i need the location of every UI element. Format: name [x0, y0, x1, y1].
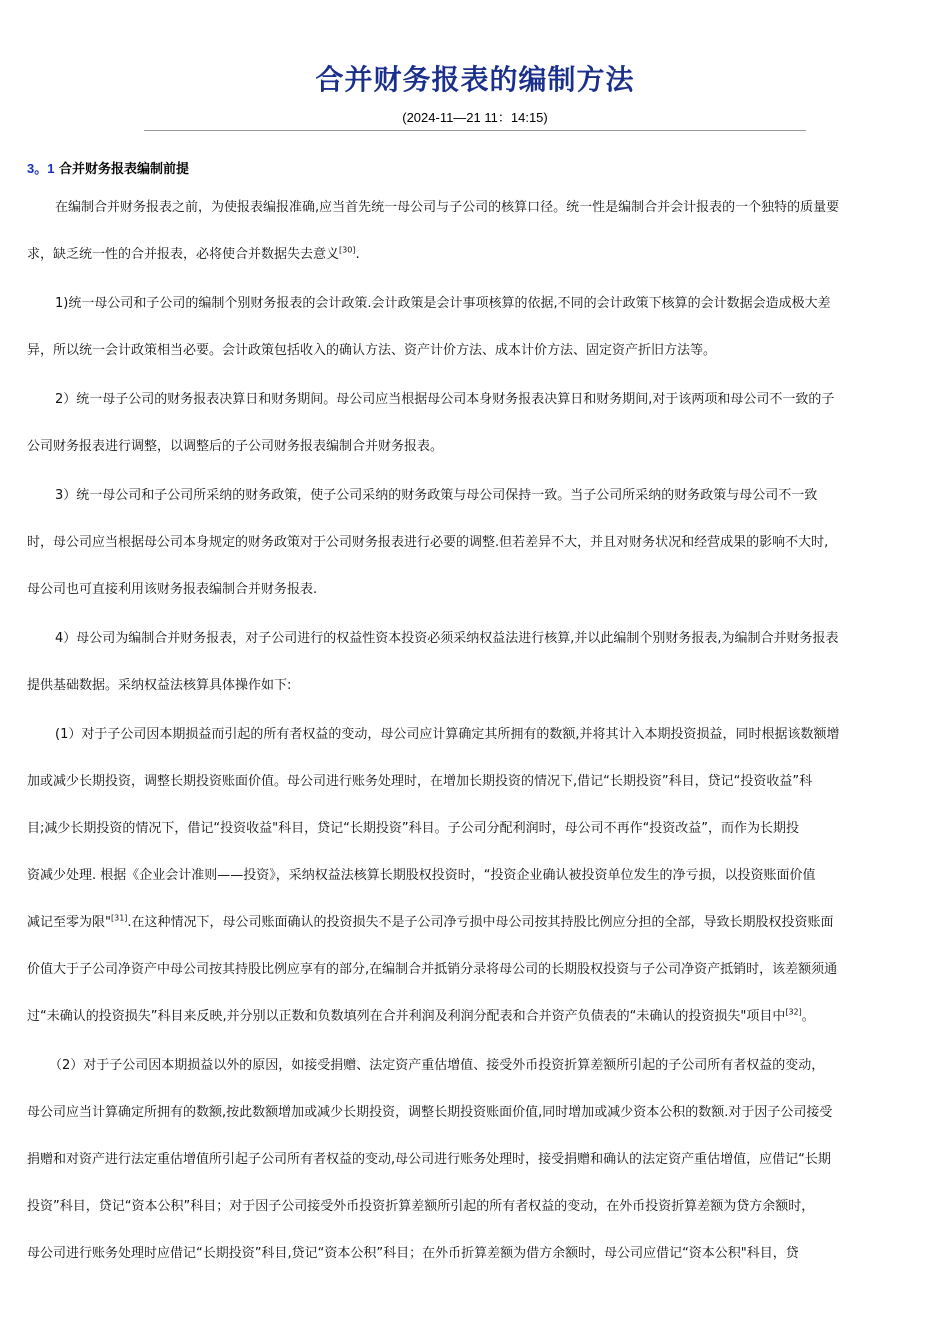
line-text: 价值大于子公司净资产中母公司按其持股比例应享有的部分,在编制合并抵销分录将母公司的长期股权投资与子公司净资产抵销时，该差额须通 [27, 962, 838, 977]
paragraph [27, 482, 925, 623]
citation-marker: [31] [110, 913, 128, 923]
paragraph-line [27, 956, 925, 1003]
paragraph-line [27, 862, 925, 909]
body-text [27, 194, 925, 1289]
paragraph-line [27, 1146, 925, 1193]
paragraph [27, 194, 925, 288]
line-text-after: 。 [801, 1009, 815, 1024]
paragraph [27, 386, 925, 480]
paragraph-line [27, 290, 925, 337]
paragraph-line [27, 625, 925, 672]
paragraph-line [27, 1052, 925, 1099]
paragraph-line [27, 576, 925, 623]
paragraph [27, 1052, 925, 1287]
line-text: 减记至零为限" [27, 915, 111, 930]
paragraph-line [27, 1193, 925, 1240]
paragraph-line [27, 721, 925, 768]
line-text: 异，所以统一会计政策相当必要。会计政策包括收入的确认方法、资产计价方法、成本计价方法、固定资产折旧方法等。 [27, 343, 717, 358]
line-text: 资减少处理. 根据《企业会计准则——投资》，采纳权益法核算长期股权投资时，“投资企业确认被投资单位发生的净亏损，以投资账面价值 [27, 868, 816, 883]
paragraph-line [27, 1003, 925, 1050]
line-text: 加或减少长期投资，调整长期投资账面价值。母公司进行账务处理时，在增加长期投资的情况下,借记“长期投资”科目，贷记“投资收益”科 [27, 774, 813, 789]
citation-marker: [32] [785, 1007, 802, 1017]
line-text: 2）统一母子公司的财务报表决算日和财务期间。母公司应当根据母公司本身财务报表决算日和财务期间,对于该两项和母公司不一致的子 [55, 392, 835, 407]
line-text-after: . [355, 247, 360, 262]
section-heading [27, 158, 189, 181]
section-heading-text: 合并财务报表编制前提 [59, 162, 190, 177]
line-text: 提供基础数据。采纳权益法核算具体操作如下: [27, 678, 292, 693]
line-text: 1)统一母公司和子公司的编制个别财务报表的会计政策.会计政策是会计事项核算的依据,不同的会计政策下核算的会计数据会造成极大差 [55, 296, 831, 311]
line-text-after: .在这种情况下，母公司账面确认的投资损失不是子公司净亏损中母公司按其持股比例应分担的全部，导致长期股权投资账面 [127, 915, 834, 930]
paragraph-line [27, 194, 925, 241]
citation-marker: [30] [339, 245, 356, 255]
line-text: 母公司也可直接利用该财务报表编制合并财务报表. [27, 582, 318, 597]
line-text: (1）对于子公司因本期损益而引起的所有者权益的变动，母公司应计算确定其所拥有的数额,并将其计入本期投资损益，同时根据该数额增 [55, 727, 840, 742]
paragraph-line [27, 768, 925, 815]
paragraph [27, 290, 925, 384]
paragraph-line [27, 337, 925, 384]
paragraph-line [27, 386, 925, 433]
paragraph-line [27, 482, 925, 529]
line-text: 捐赠和对资产进行法定重估增值所引起子公司所有者权益的变动,母公司进行账务处理时，接受捐赠和确认的法定资产重估增值，应借记“长期 [27, 1152, 831, 1167]
paragraph [27, 625, 925, 719]
line-text: 母公司进行账务处理时应借记“长期投资”科目,贷记“资本公积”科目；在外币折算差额为借方余额时，母公司应借记“资本公积"科目，贷 [27, 1246, 799, 1261]
line-text: 3）统一母公司和子公司所采纳的财务政策，使子公司采纳的财务政策与母公司保持一致。当子公司所采纳的财务政策与母公司不一致 [55, 488, 818, 503]
document-date: (2024-11—21 11：14:15) [402, 110, 548, 125]
line-text: 4）母公司为编制合并财务报表，对子公司进行的权益性资本投资必须采纳权益法进行核算,并以此编制个别财务报表,为编制合并财务报表 [55, 631, 839, 646]
section-number: 3。1 [27, 161, 55, 176]
document-title: 合并财务报表的编制方法 [315, 63, 635, 96]
paragraph-line [27, 909, 925, 956]
line-text: 投资”科目，贷记“资本公积”科目；对于因子公司接受外币投资折算差额所引起的所有者权益的变动，在外币投资折算差额为贷方余额时， [27, 1199, 815, 1214]
paragraph-line [27, 433, 925, 480]
paragraph-line [27, 672, 925, 719]
paragraph [27, 721, 925, 1050]
paragraph-line [27, 815, 925, 862]
paragraph-line [27, 1240, 925, 1287]
line-text: 目;减少长期投资的情况下，借记“投资收益"科目，贷记“长期投资”科目。子公司分配利润时，母公司不再作“投资改益”，而作为长期投 [27, 821, 800, 836]
line-text: 母公司应当计算确定所拥有的数额,按此数额增加或减少长期投资，调整长期投资账面价值,同时增加或减少资本公积的数额.对于因子公司接受 [27, 1105, 833, 1120]
line-text: 求，缺乏统一性的合并报表，必将使合并数据失去意义 [27, 247, 340, 262]
title-divider [144, 130, 806, 131]
line-text: （2）对于子公司因本期损益以外的原因，如接受捐赠、法定资产重估增值、接受外币投资折算差额所引起的子公司所有者权益的变动， [49, 1058, 825, 1073]
line-text: 在编制合并财务报表之前，为使报表编报准确,应当首先统一母公司与子公司的核算口径。统一性是编制合并会计报表的一个独特的质量要 [55, 200, 840, 215]
paragraph-line [27, 1099, 925, 1146]
line-text: 公司财务报表进行调整，以调整后的子公司财务报表编制合并财务报表。 [27, 439, 444, 454]
line-text: 时，母公司应当根据母公司本身规定的财务政策对于公司财务报表进行必要的调整.但若差异不大，并且对财务状况和经营成果的影响不大时, [27, 535, 829, 550]
paragraph-line [27, 241, 925, 288]
line-text: 过“未确认的投资损失”科目来反映,并分别以正数和负数填列在合并利润及利润分配表和合并资产负债表的“未确认的投资损失"项目中 [27, 1009, 786, 1024]
paragraph-line [27, 529, 925, 576]
